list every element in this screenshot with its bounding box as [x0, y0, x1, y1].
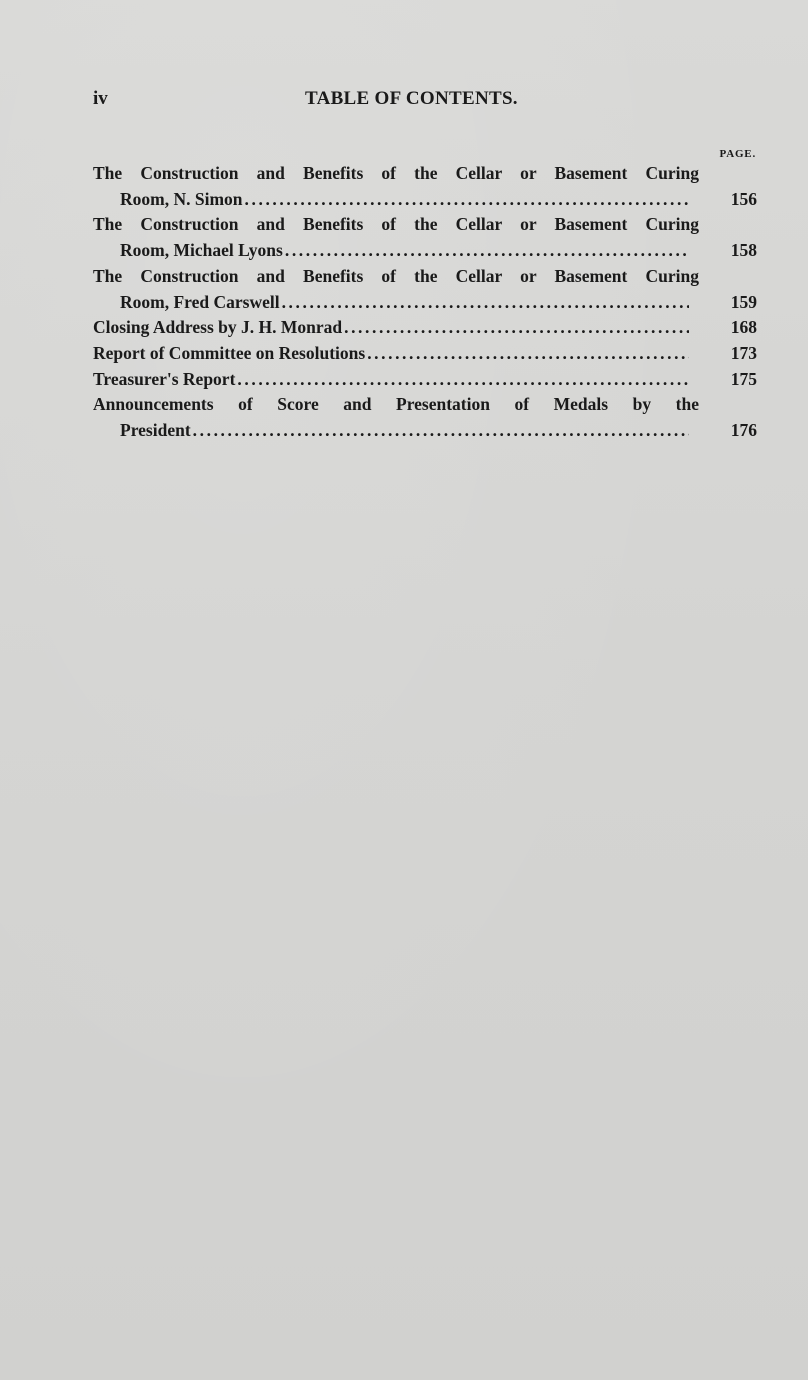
toc-entry-page: 176 — [730, 420, 757, 441]
dot-leader — [344, 315, 689, 341]
toc-entry — [93, 264, 757, 315]
toc-entry-title-line1: The Construction and Benefits of the Cellar or Basement Curing — [93, 214, 699, 235]
toc-entry-page: 158 — [730, 240, 757, 261]
toc-entry-title-line1: The Construction and Benefits of the Cellar or Basement Curing — [93, 265, 699, 286]
toc-entry-title: Report of Committee on Resolutions — [93, 342, 366, 363]
toc-entry-title-line2: Room, N. Simon — [120, 188, 243, 209]
toc-entry-page: 173 — [730, 342, 757, 363]
toc-entry — [93, 392, 757, 443]
page-folio: iv — [93, 88, 108, 109]
toc-entry-title: Treasurer's Report — [93, 368, 236, 389]
toc-entry-page: 159 — [730, 291, 757, 312]
toc-entry — [93, 367, 757, 393]
dot-leader — [237, 367, 689, 393]
toc-entry-title: Closing Address by J. H. Monrad — [93, 317, 343, 338]
toc-entry — [93, 315, 757, 341]
toc-entry-page: 156 — [730, 188, 757, 209]
dot-leader — [193, 418, 689, 444]
toc-entry-title-line1: The Construction and Benefits of the Cellar or Basement Curing — [93, 163, 699, 183]
running-title: TABLE OF CONTENTS. — [305, 88, 518, 109]
toc-entry-title-line2: Room, Fred Carswell — [120, 291, 280, 312]
dot-leader — [285, 238, 689, 264]
toc-entry-page: 175 — [730, 368, 757, 389]
toc-entry-page: 168 — [730, 317, 757, 338]
dot-leader — [367, 341, 689, 367]
dot-leader — [282, 290, 689, 316]
dot-leader — [245, 187, 689, 213]
toc-entry — [93, 212, 757, 263]
toc-entry-title-line2: Room, Michael Lyons — [120, 240, 283, 261]
page-header — [93, 88, 758, 112]
toc-entry — [93, 341, 757, 367]
toc-entry — [93, 161, 757, 212]
table-of-contents — [93, 161, 757, 444]
toc-entry-title-line1: Announcements of Score and Presentation of Medals by the — [93, 394, 699, 415]
toc-entry-title-line2: President — [120, 420, 191, 441]
page-column-label: PAGE. — [719, 148, 756, 160]
